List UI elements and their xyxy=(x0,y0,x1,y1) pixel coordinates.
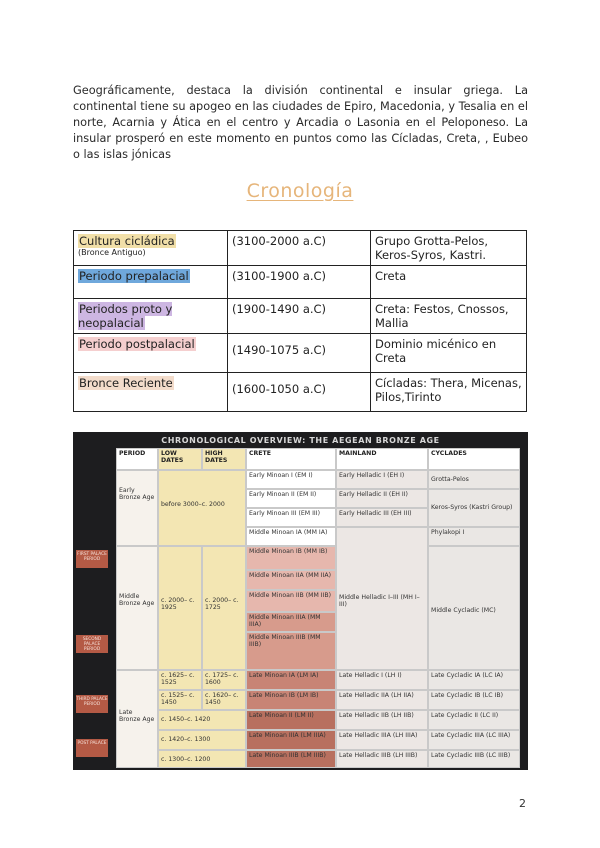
table-row xyxy=(74,266,527,299)
chronology-chart xyxy=(116,448,520,768)
table-cell-places: Cícladas: Thera, Micenas, Pilos,Tirinto xyxy=(371,373,527,412)
mainland-eh-1: Early Helladic I (EH I) xyxy=(336,470,428,489)
header-low: LOW DATES xyxy=(158,448,202,470)
prepalacial-label: Periodo prepalacial xyxy=(79,269,189,283)
dates-late-low-2: c. 1525– c. 1450 xyxy=(158,690,202,710)
cyclades-lc-3a: Late Cycladic IIIA (LC IIIA) xyxy=(428,730,520,750)
table-cell-places: Dominio micénico en Creta xyxy=(371,334,527,373)
intro-paragraph: Geográficamente, destaca la división continental e insular griega. La continental tiene su apogeo en las ciudades de Epiro, Macedonia, y Tesalia en el norte, Acarnia y Ática en el centro y Arcadia o Lasonia en el Peloponeso. La insular prosperó en este momento en puntos como las Cícladas, Creta, , Eubeo o las islas jónicas xyxy=(73,84,528,161)
cyclades-lc-1a: Late Cycladic IA (LC IA) xyxy=(428,670,520,690)
table-cell-places: Grupo Grotta-Pelos, Keros-Syros, Kastri. xyxy=(371,231,527,266)
dates-middle-high: c. 2000– c. 1725 xyxy=(202,546,246,670)
mainland-eh-3: Early Helladic III (EH III) xyxy=(336,508,428,527)
cyclades-lc-2: Late Cycladic II (LC II) xyxy=(428,710,520,730)
side-label-second-palace: SECOND PALACE PERIOD xyxy=(76,635,108,653)
mainland-mh: Middle Helladic I–III (MH I–III) xyxy=(336,527,428,670)
cyclades-keros: Keros-Syros (Kastri Group) xyxy=(428,489,520,527)
period-early: Early Bronze Age xyxy=(116,470,158,546)
side-label-post-palace: POST PALACE xyxy=(76,739,108,757)
period-late: Late Bronze Age xyxy=(116,670,158,768)
crete-lm-1b: Late Minoan IB (LM IB) xyxy=(246,690,336,710)
table-cell-dates: (1600-1050 a.C) xyxy=(228,373,371,412)
table-cell-name xyxy=(74,266,228,299)
section-heading: Cronología xyxy=(246,180,354,202)
table-cell-places: Creta xyxy=(371,266,527,299)
side-label-first-palace: FIRST PALACE PERIOD xyxy=(76,550,108,568)
table-cell-dates: (1900-1490 a.C) xyxy=(228,299,371,334)
crete-lm-2: Late Minoan II (LM II) xyxy=(246,710,336,730)
cyclades-lc-3b: Late Cycladic IIIB (LC IIIB) xyxy=(428,750,520,768)
table-cell-name xyxy=(74,299,228,334)
mainland-lh-2a: Late Helladic IIA (LH IIA) xyxy=(336,690,428,710)
crete-lm-3b: Late Minoan IIIB (LM IIIB) xyxy=(246,750,336,768)
period-middle: Middle Bronze Age xyxy=(116,546,158,670)
table-row xyxy=(74,231,527,266)
header-cyclades: CYCLADES xyxy=(428,448,520,470)
cyclades-lc-1b: Late Cycladic IB (LC IB) xyxy=(428,690,520,710)
table-cell-name xyxy=(74,334,228,373)
table-row xyxy=(74,373,527,412)
photo-title: CHRONOLOGICAL OVERVIEW: THE AEGEAN BRONZE AGE xyxy=(161,436,440,445)
chronology-table xyxy=(73,230,527,412)
dates-early: before 3000–c. 2000 xyxy=(158,470,246,546)
dates-late-5: c. 1300–c. 1200 xyxy=(158,750,246,768)
dates-late-4: c. 1420–c. 1300 xyxy=(158,730,246,750)
crete-mm-2b: Middle Minoan IIB (MM IIB) xyxy=(246,590,336,612)
crete-mm-1a: Middle Minoan IA (MM IA) xyxy=(246,527,336,546)
dates-late-low-1: c. 1625– c. 1525 xyxy=(158,670,202,690)
dates-late-high-2: c. 1620– c. 1450 xyxy=(202,690,246,710)
aegean-chronology-photo xyxy=(73,432,528,770)
cyclades-grotta: Grotta-Pelos xyxy=(428,470,520,489)
crete-mm-1b: Middle Minoan IB (MM IB) xyxy=(246,546,336,570)
table-row xyxy=(74,334,527,373)
cyclades-phylakopi: Phylakopi I xyxy=(428,527,520,546)
table-cell-places: Creta: Festos, Cnossos, Mallia xyxy=(371,299,527,334)
crete-lm-1a: Late Minoan IA (LM IA) xyxy=(246,670,336,690)
table-cell-name xyxy=(74,373,228,412)
side-label-third-palace: THIRD PALACE PERIOD xyxy=(76,695,108,713)
dates-middle-low: c. 2000– c. 1925 xyxy=(158,546,202,670)
header-mainland: MAINLAND xyxy=(336,448,428,470)
table-cell-dates: (1490-1075 a.C) xyxy=(228,334,371,373)
crete-mm-3a: Middle Minoan IIIA (MM IIIA) xyxy=(246,612,336,632)
crete-em-2: Early Minoan II (EM II) xyxy=(246,489,336,508)
crete-lm-3a: Late Minoan IIIA (LM IIIA) xyxy=(246,730,336,750)
crete-em-3: Early Minoan III (EM III) xyxy=(246,508,336,527)
bronce-reciente-label: Bronce Reciente xyxy=(79,376,173,390)
postpalacial-label: Periodo postpalacial xyxy=(79,337,195,351)
mainland-lh-1: Late Helladic I (LH I) xyxy=(336,670,428,690)
page-number: 2 xyxy=(519,797,526,810)
table-cell-dates: (3100-2000 a.C) xyxy=(228,231,371,266)
proto-neopalacial-label: Periodos proto y neopalacial xyxy=(78,302,173,330)
mainland-eh-2: Early Helladic II (EH II) xyxy=(336,489,428,508)
mainland-lh-2b: Late Helladic IIB (LH IIB) xyxy=(336,710,428,730)
cultura-ciclasica-label: Cultura cicládica xyxy=(79,234,175,248)
crete-mm-2a: Middle Minoan IIA (MM IIA) xyxy=(246,570,336,590)
bronce-antiguo-sub: (Bronce Antiguo) xyxy=(78,248,146,257)
mainland-lh-3b: Late Helladic IIIB (LH IIIB) xyxy=(336,750,428,768)
mainland-lh-3a: Late Helladic IIIA (LH IIIA) xyxy=(336,730,428,750)
dates-late-3: c. 1450–c. 1420 xyxy=(158,710,246,730)
cyclades-mc: Middle Cycladic (MC) xyxy=(428,546,520,670)
crete-mm-3b: Middle Minoan IIIB (MM IIIB) xyxy=(246,632,336,670)
crete-em-1: Early Minoan I (EM I) xyxy=(246,470,336,489)
header-period: PERIOD xyxy=(116,448,158,470)
header-crete: CRETE xyxy=(246,448,336,470)
header-high: HIGH DATES xyxy=(202,448,246,470)
table-row xyxy=(74,299,527,334)
table-cell-name xyxy=(74,231,228,266)
table-cell-dates: (3100-1900 a.C) xyxy=(228,266,371,299)
dates-late-high-1: c. 1725– c. 1600 xyxy=(202,670,246,690)
